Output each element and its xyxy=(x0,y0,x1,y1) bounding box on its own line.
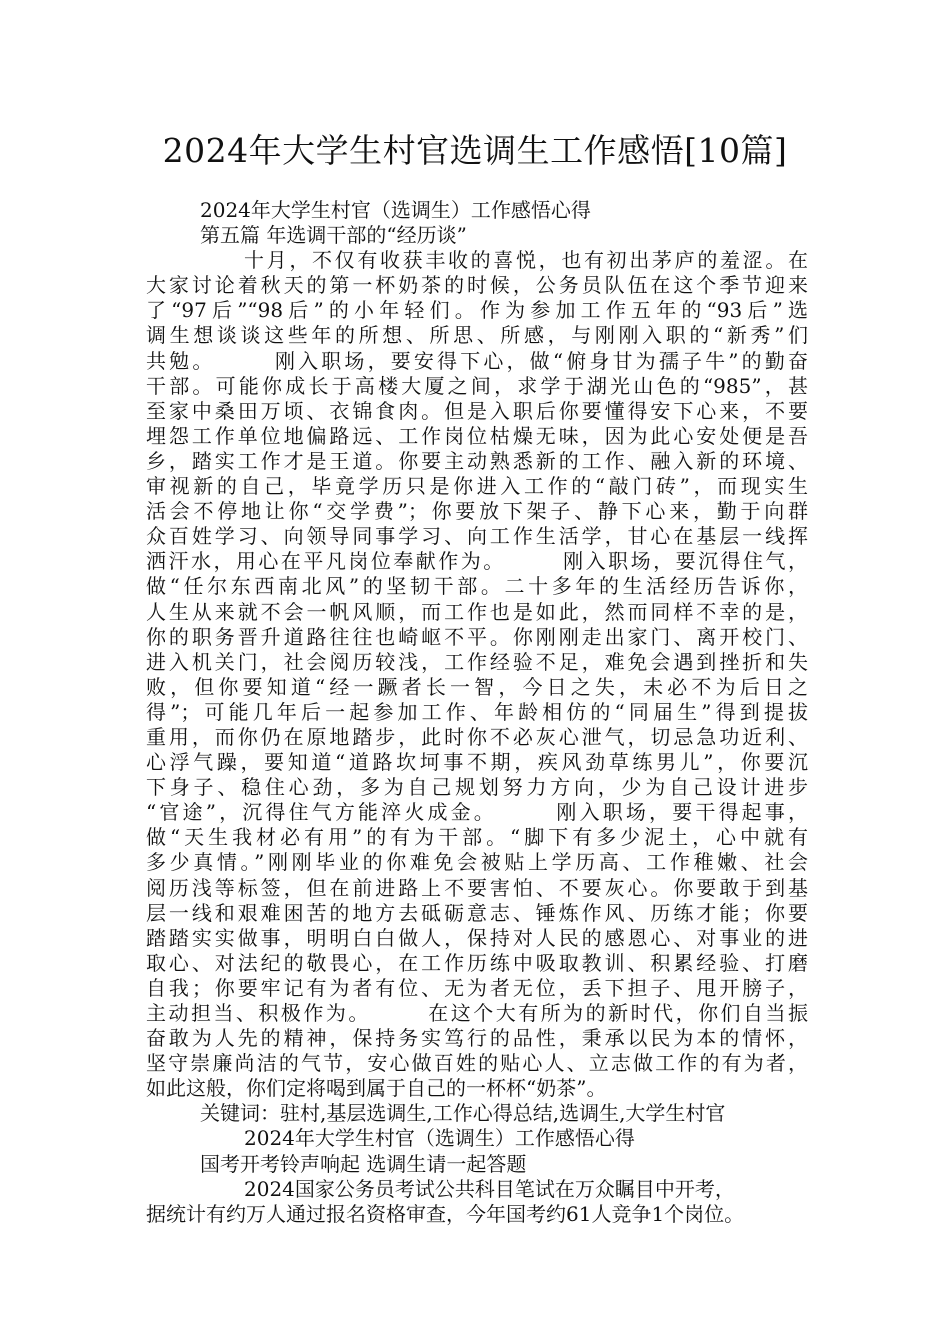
section-heading: 国考开考铃声响起 选调生请一起答题 xyxy=(200,1151,527,1176)
paragraph-line: 奋敢为人先的精神，保持务实笃行的品性，秉承以民为本的情怀， xyxy=(146,1026,808,1051)
paragraph-line: “官途”，沉得住气方能淬火成金。 刚入职场，要干得起事， xyxy=(146,800,808,825)
paragraph-line: 踏踏实实做事，明明白白做人，保持对人民的感恩心、对事业的进 xyxy=(146,925,808,950)
subtitle-line: 2024年大学生村官（选调生）工作感悟心得 xyxy=(200,198,591,222)
paragraph-line: 败，但你要知道“经一蹶者长一智，今日之失，未必不为后日之 xyxy=(146,674,808,699)
paragraph-line: 阅历浅等标签，但在前进路上不要害怕、不要灰心。你要敢于到基 xyxy=(146,875,808,900)
paragraph-line: 做“天生我材必有用”的有为干部。“脚下有多少泥土，心中就有 xyxy=(146,825,808,850)
paragraph-line: 大家讨论着秋天的第一杯奶茶的时候，公务员队伍在这个季节迎来 xyxy=(146,273,808,298)
section-heading: 第五篇 年选调干部的“经历谈” xyxy=(200,223,467,248)
paragraph-line: 埋怨工作单位地偏路远、工作岗位枯燥无味，因为此心安处便是吾 xyxy=(146,423,808,448)
paragraph-line: 你的职务晋升道路往往也崎岖不平。你刚刚走出家门、离开校门、 xyxy=(146,624,808,649)
paragraph-line: 心浮气躁，要知道“道路坎坷事不期，疾风劲草练男儿”，你要沉 xyxy=(146,750,808,775)
paragraph-line: 乡，踏实工作才是王道。你要主动熟悉新的工作、融入新的环境、 xyxy=(146,448,808,473)
paragraph-line: 审视新的自己，毕竟学历只是你进入工作的“敲门砖”，而现实生 xyxy=(146,474,808,499)
paragraph-line: 洒汗水，用心在平凡岗位奉献作为。 刚入职场，要沉得住气， xyxy=(146,549,808,574)
paragraph-line: 重用，而你仍在原地踏步，此时你不必灰心泄气，切忌急功近利、 xyxy=(146,724,808,749)
keywords-line: 关键词：驻村,基层选调生,工作心得总结,选调生,大学生村官 xyxy=(200,1101,726,1126)
paragraph-line: 调生想谈谈这些年的所想、所思、所感，与刚刚入职的“新秀”们 xyxy=(146,323,808,348)
paragraph-line: 众百姓学习、向领导同事学习、向工作生活学，甘心在基层一线挥 xyxy=(146,524,808,549)
paragraph-line: 共勉。 刚入职场，要安得下心，做“俯身甘为孺子牛”的勤奋 xyxy=(146,348,808,373)
paragraph-line: 人生从来就不会一帆风顺，而工作也是如此，然而同样不幸的是， xyxy=(146,599,808,624)
paragraph-line: 如此这般，你们定将喝到属于自己的一杯杯“奶茶”。 xyxy=(146,1076,607,1101)
paragraph-line: 至家中桑田万顷、衣锦食肉。但是入职后你要懂得安下心来，不要 xyxy=(146,398,808,423)
paragraph-line: 做“任尔东西南北风”的坚韧干部。二十多年的生活经历告诉你， xyxy=(146,574,808,599)
document-body xyxy=(146,198,808,1227)
paragraph-line: 多少真情。”刚刚毕业的你难免会被贴上学历高、工作稚嫩、社会 xyxy=(146,850,808,875)
paragraph-line: 2024国家公务员考试公共科目笔试在万众瞩目中开考， xyxy=(244,1176,735,1201)
paragraph-line: 活会不停地让你“交学费”；你要放下架子、静下心来，勤于向群 xyxy=(146,499,808,524)
paragraph-line: 下身子、稳住心劲，多为自己规划努力方向，少为自己设计进步 xyxy=(146,775,808,800)
paragraph-line: 干部。可能你成长于高楼大厦之间，求学于湖光山色的“985”，甚 xyxy=(146,373,808,398)
paragraph-line: 据统计有约万人通过报名资格审查，今年国考约61人竞争1个岗位。 xyxy=(146,1201,745,1226)
paragraph-line: 主动担当、积极作为。 在这个大有所为的新时代，你们自当振 xyxy=(146,1001,808,1025)
document-title: 2024年大学生村官选调生工作感悟[10篇] xyxy=(162,131,788,170)
paragraph-line: 进入机关门，社会阅历较浅，工作经验不足，难免会遇到挫折和失 xyxy=(146,649,808,674)
paragraph-line: 取心、对法纪的敬畏心，在工作历练中吸取教训、积累经验、打磨 xyxy=(146,950,808,975)
subtitle-line: 2024年大学生村官（选调生）工作感悟心得 xyxy=(244,1126,635,1151)
paragraph-line: 十月，不仅有收获丰收的喜悦，也有初出茅庐的羞涩。在 xyxy=(244,248,808,273)
paragraph-line: 层一线和艰难困苦的地方去砥砺意志、锤炼作风、历练才能；你要 xyxy=(146,900,808,925)
paragraph-line: 坚守崇廉尚洁的气节，安心做百姓的贴心人、立志做工作的有为者， xyxy=(146,1051,808,1076)
paragraph-line: 得”；可能几年后一起参加工作、年龄相仿的“同届生”得到提拔 xyxy=(146,699,808,724)
paragraph-line: 自我；你要牢记有为者有位、无为者无位，丢下担子、甩开膀子， xyxy=(146,975,808,1000)
paragraph-line: 了“97后”“98后”的小年轻们。作为参加工作五年的“93后”选 xyxy=(146,298,808,323)
